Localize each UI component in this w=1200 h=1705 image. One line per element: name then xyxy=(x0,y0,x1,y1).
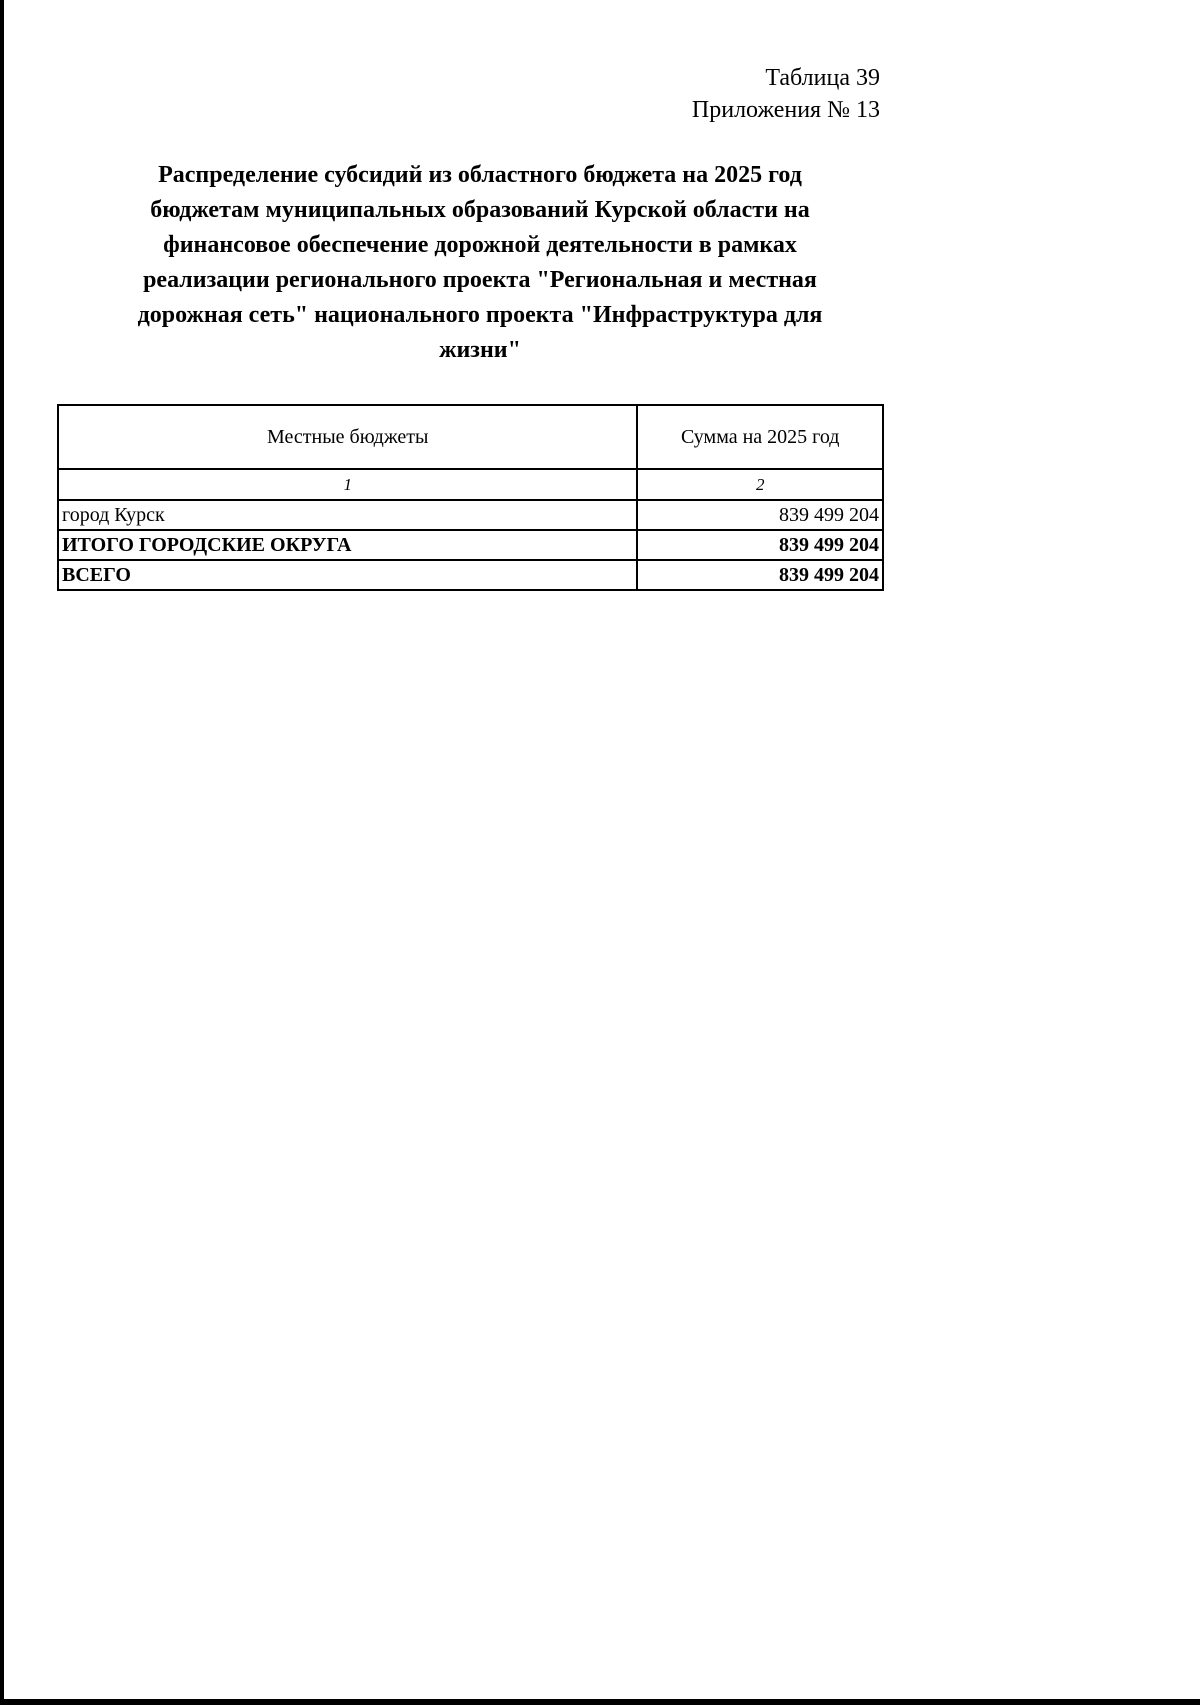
title-line: бюджетам муниципальных образований Курской области на xyxy=(150,197,810,223)
header-local-budgets: Местные бюджеты xyxy=(58,405,637,469)
total-name: ВСЕГО xyxy=(58,560,637,590)
page-left-edge xyxy=(0,0,4,1705)
subtotal-name: ИТОГО ГОРОДСКИЕ ОКРУГА xyxy=(58,530,637,560)
title-line: дорожная сеть" национального проекта "Инфраструктура для xyxy=(137,302,823,328)
subsidy-table xyxy=(57,404,884,591)
subtotal-sum: 839 499 204 xyxy=(637,530,883,560)
row-sum: 839 499 204 xyxy=(637,500,883,530)
column-number-2: 2 xyxy=(637,469,883,500)
column-number-row xyxy=(58,469,883,500)
page-bottom-edge xyxy=(0,1699,1200,1705)
title-line: реализации регионального проекта "Региональная и местная xyxy=(143,267,817,293)
document-reference xyxy=(692,62,880,126)
title-line: Распределение субсидий из областного бюджета на 2025 год xyxy=(158,162,802,188)
document-title xyxy=(60,158,900,368)
title-line: финансовое обеспечение дорожной деятельности в рамках xyxy=(163,232,797,258)
appendix-number: Приложения № 13 xyxy=(691,97,880,123)
title-line: жизни" xyxy=(439,337,521,363)
row-name: город Курск xyxy=(58,500,637,530)
total-sum: 839 499 204 xyxy=(637,560,883,590)
column-number-1: 1 xyxy=(58,469,637,500)
subtotal-row xyxy=(58,530,883,560)
header-sum-2025: Сумма на 2025 год xyxy=(637,405,883,469)
total-row xyxy=(58,560,883,590)
table-number: Таблица 39 xyxy=(765,65,880,91)
table-header-row xyxy=(58,405,883,469)
table-row xyxy=(58,500,883,530)
